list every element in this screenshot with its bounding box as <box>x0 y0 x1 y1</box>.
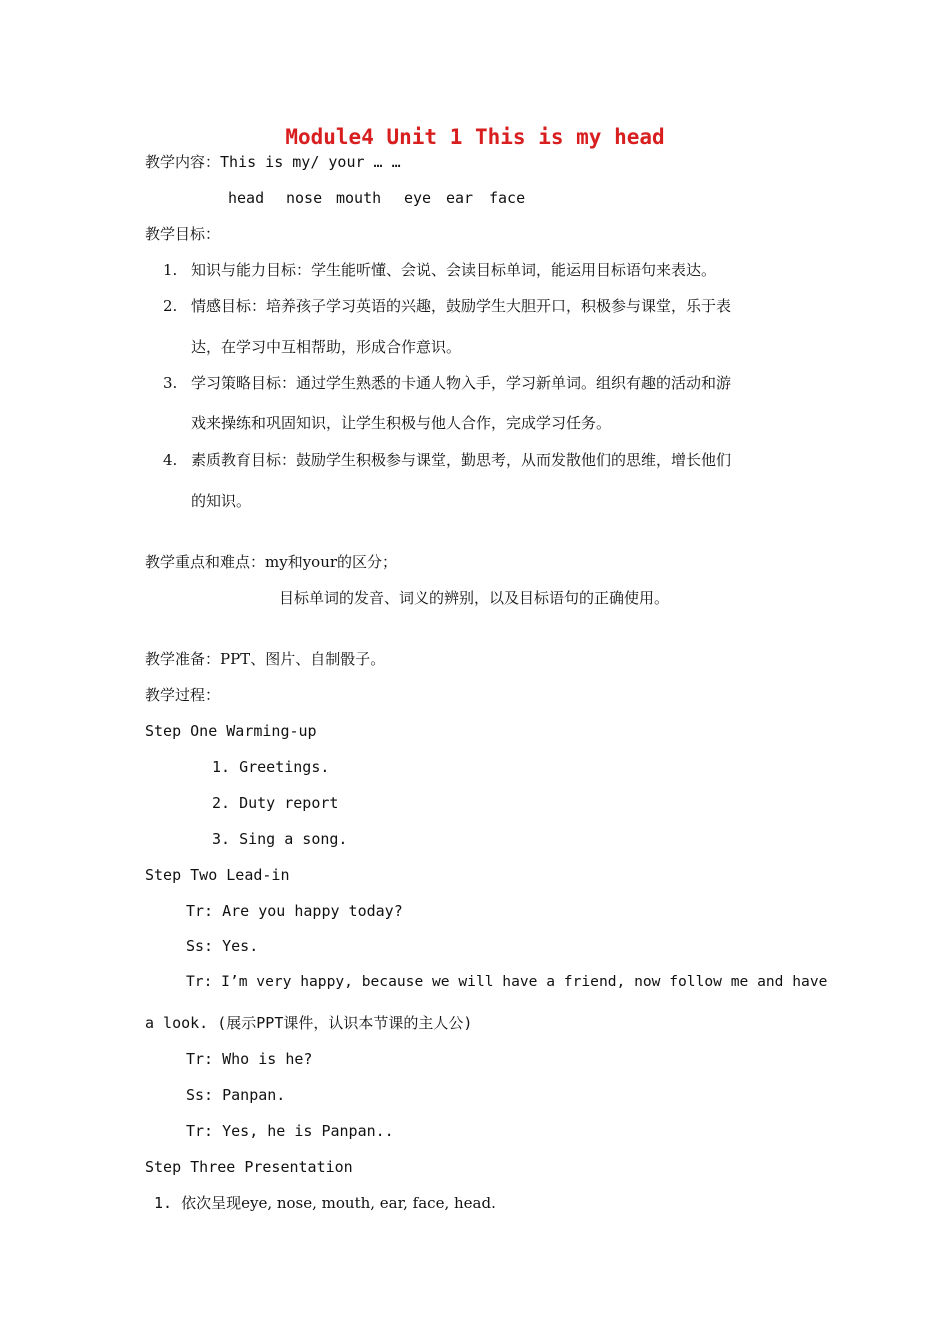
step-item-text: Sing a song. <box>239 830 348 848</box>
key-points-line: 目标单词的发音、词义的辨别，以及目标语句的正确使用。 <box>279 589 670 607</box>
objective-text: 素质教育目标：鼓励学生积极参与课堂，勤思考，从而发散他们的思维，增长他们 <box>191 451 732 469</box>
step-item-text: Duty report <box>239 794 339 812</box>
content-label: 教学内容： <box>145 153 221 171</box>
vocab-word: nose <box>286 189 323 207</box>
objective-text: 学习策略目标：通过学生熟悉的卡通人物入手，学习新单词。组织有趣的活动和游 <box>191 374 732 392</box>
objective-text: 的知识。 <box>191 492 252 510</box>
dialogue-line: Ss: Yes. <box>186 937 259 955</box>
step-item-text: 依次呈现eye, nose, mouth, ear, face, head. <box>181 1194 496 1212</box>
list-number: 1. <box>163 261 178 279</box>
objective-text: 达，在学习中互相帮助，形成合作意识。 <box>191 338 462 356</box>
objective-text: 情感目标：培养孩子学习英语的兴趣，鼓励学生大胆开口，积极参与课堂，乐于表 <box>191 297 732 315</box>
step-item-text: Greetings. <box>239 758 330 776</box>
dialogue-line: Tr: Are you happy today? <box>186 902 403 920</box>
step-heading: Step Three Presentation <box>145 1158 353 1176</box>
step-heading: Step One Warming-up <box>145 722 317 740</box>
step-item <box>212 757 329 777</box>
objective-text: 知识与能力目标：学生能听懂、会说、会读目标单词，能运用目标语句来表达。 <box>191 261 717 279</box>
vocab-word: eye <box>404 189 432 207</box>
objective-text: 戏来操练和巩固知识，让学生积极与他人合作，完成学习任务。 <box>191 414 612 432</box>
step-item <box>212 829 347 849</box>
dialogue-line: Tr: Who is he? <box>186 1050 313 1068</box>
content-sentence: This is my/ your … … <box>220 153 401 171</box>
step-item <box>154 1193 496 1213</box>
process-label: 教学过程： <box>145 686 221 704</box>
preparation-line: 教学准备：PPT、图片、自制骰子。 <box>145 650 386 668</box>
list-number: 1. <box>212 758 231 776</box>
dialogue-continuation: a look. (展示PPT课件，认识本节课的主人公) <box>145 1014 473 1032</box>
vocab-list <box>228 188 525 208</box>
list-number: 2. <box>163 297 178 315</box>
vocab-word: head <box>228 189 265 207</box>
step-heading: Step Two Lead-in <box>145 866 290 884</box>
key-points-line: 教学重点和难点：my和your的区分； <box>145 553 398 571</box>
content-line <box>145 152 401 172</box>
vocab-word: ear <box>446 189 474 207</box>
list-number: 2. <box>212 794 231 812</box>
vocab-word: face <box>489 189 526 207</box>
objectives-label: 教学目标： <box>145 225 221 243</box>
step-item <box>212 793 338 813</box>
dialogue-line: Tr: I’m very happy, because we will have a friend, now follow me and have <box>186 973 828 990</box>
document-title: Module4 Unit 1 This is my head <box>285 125 665 149</box>
list-number: 1. <box>154 1194 173 1212</box>
dialogue-line: Ss: Panpan. <box>186 1086 286 1104</box>
list-number: 3. <box>163 374 178 392</box>
dialogue-line: Tr: Yes, he is Panpan.. <box>186 1122 394 1140</box>
list-number: 3. <box>212 830 231 848</box>
vocab-word: mouth <box>336 189 382 207</box>
list-number: 4. <box>163 451 178 469</box>
